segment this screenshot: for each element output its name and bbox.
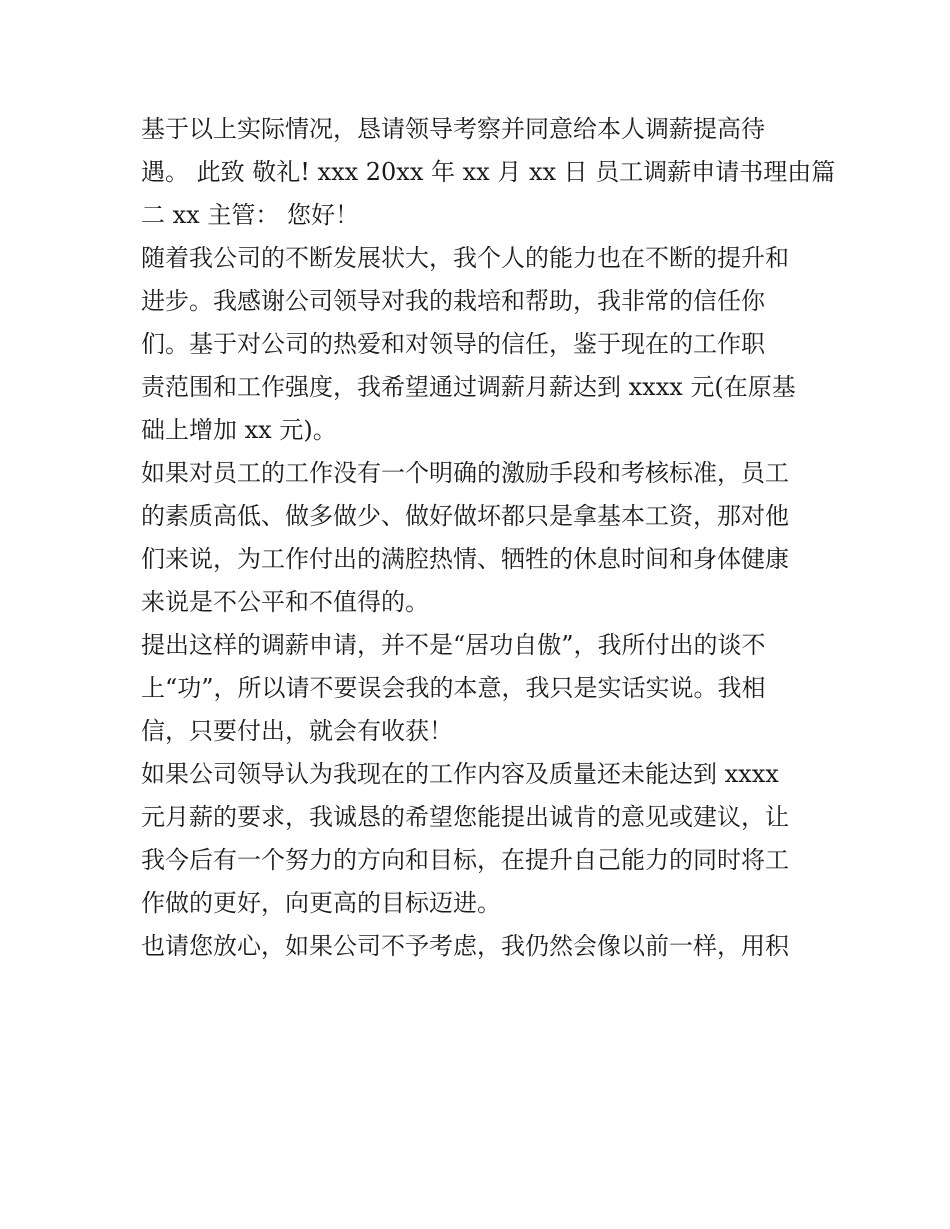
- text-line: 我今后有一个努力的方向和目标，在提升自己能力的同时将工: [141, 846, 789, 874]
- text-line: 作做的更好，向更高的目标迈进。: [141, 889, 501, 917]
- text-line: 们。基于对公司的热爱和对领导的信任，鉴于现在的工作职: [141, 330, 765, 358]
- text-line: 提出这样的调薪申请，并不是“居功自傲”，我所付出的谈不: [141, 631, 766, 659]
- text-line: 础上增加 xx 元)。: [141, 416, 337, 444]
- text-line: 上“功”，所以请不要误会我的本意，我只是实话实说。我相: [141, 674, 766, 702]
- text-line: 如果对员工的工作没有一个明确的激励手段和考核标准，员工: [141, 459, 789, 487]
- text-line: 遇。 此致 敬礼! xxx 20xx 年 xx 月 xx 日 员工调薪申请书理由篇: [141, 158, 836, 186]
- text-line: 的素质高低、做多做少、做好做坏都只是拿基本工资，那对他: [141, 502, 789, 530]
- text-line: 基于以上实际情况，恳请领导考察并同意给本人调薪提高待: [141, 115, 765, 143]
- text-line: 进步。我感谢公司领导对我的栽培和帮助，我非常的信任你: [141, 287, 765, 315]
- text-line: 们来说，为工作付出的满腔热情、牺牲的休息时间和身体健康: [141, 545, 789, 573]
- text-line: 责范围和工作强度，我希望通过调薪月薪达到 xxxx 元(在原基: [141, 373, 796, 401]
- text-line: 信，只要付出，就会有收获！: [141, 717, 453, 745]
- text-line: 二 xx 主管： 您好！: [141, 201, 359, 229]
- text-line: 如果公司领导认为我现在的工作内容及质量还未能达到 xxxx: [141, 760, 779, 788]
- text-line: 来说是不公平和不值得的。: [141, 588, 429, 616]
- text-line: 随着我公司的不断发展状大，我个人的能力也在不断的提升和: [141, 244, 789, 272]
- letter-body: [141, 108, 836, 968]
- text-line: 也请您放心，如果公司不予考虑，我仍然会像以前一样，用积: [141, 932, 789, 960]
- text-line: 元月薪的要求，我诚恳的希望您能提出诚肯的意见或建议，让: [141, 803, 789, 831]
